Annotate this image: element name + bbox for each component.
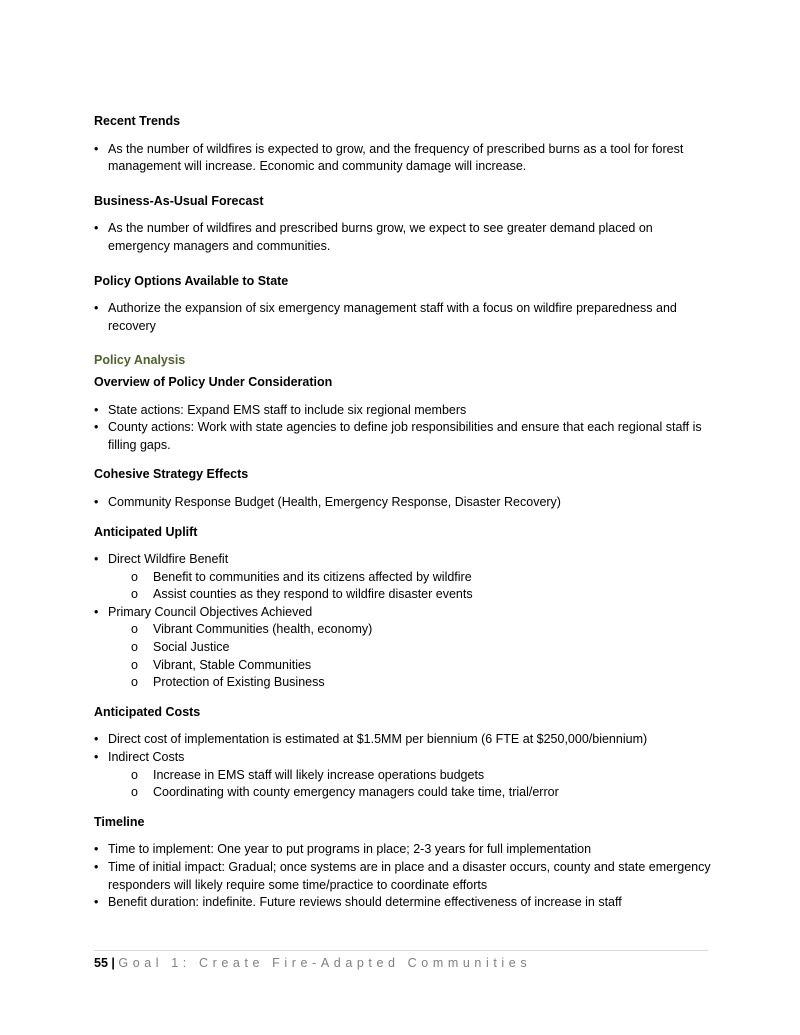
list-item-text: Indirect Costs	[108, 750, 185, 765]
page-body	[94, 113, 714, 912]
list-item: • As the number of wildfires and prescribed burns grow, we expect to see greater demand placed on emergency managers and communities.	[94, 220, 714, 255]
list-item: • Benefit duration: indefinite. Future reviews should determine effectiveness of increase in staff	[94, 894, 714, 912]
sub-list	[108, 621, 714, 691]
list-item: • Authorize the expansion of six emergency management staff with a focus on wildfire preparedness and recovery	[94, 300, 714, 335]
list-item-text: Primary Council Objectives Achieved	[108, 604, 313, 619]
footer-separator: |	[111, 956, 115, 970]
timeline-list	[94, 841, 714, 911]
sub-list-item: o Assist counties as they respond to wildfire disaster events	[108, 586, 714, 604]
list-item: • As the number of wildfires is expected to grow, and the frequency of prescribed burns as a tool for forest management will increase. Economic and community damage will increase.	[94, 141, 714, 176]
footer-goal-title: Goal 1: Create Fire-Adapted Communities	[118, 956, 532, 970]
list-item-text: Direct Wildfire Benefit	[108, 552, 229, 567]
sub-list-item: o Vibrant Communities (health, economy)	[108, 621, 714, 639]
list-item: • Direct cost of implementation is estimated at $1.5MM per biennium (6 FTE at $250,000/biennium)	[94, 731, 714, 749]
overview-heading: Overview of Policy Under Consideration	[94, 374, 333, 389]
recent-trends-list	[94, 141, 714, 176]
list-item: • State actions: Expand EMS staff to include six regional members	[94, 402, 714, 420]
policy-analysis-heading: Policy Analysis	[94, 353, 186, 368]
costs-heading: Anticipated Costs	[94, 704, 201, 719]
timeline-heading: Timeline	[94, 814, 145, 829]
page-footer	[94, 950, 708, 972]
sub-list	[108, 767, 714, 802]
bau-forecast-list	[94, 220, 714, 255]
page-number: 55	[94, 956, 108, 970]
list-item	[94, 551, 714, 604]
sub-list-item: o Increase in EMS staff will likely increase operations budgets	[108, 767, 714, 785]
sub-list	[108, 569, 714, 604]
list-item: • Time to implement: One year to put programs in place; 2-3 years for full implementation	[94, 841, 714, 859]
sub-list-item: o Coordinating with county emergency managers could take time, trial/error	[108, 784, 714, 802]
cohesive-heading: Cohesive Strategy Effects	[94, 467, 249, 482]
costs-list	[94, 731, 714, 801]
list-item: • Time of initial impact: Gradual; once systems are in place and a disaster occurs, county and state emergency responders will likely require some time/practice to coordinate efforts	[94, 859, 714, 894]
list-item: • Community Response Budget (Health, Emergency Response, Disaster Recovery)	[94, 494, 714, 512]
bau-forecast-heading: Business-As-Usual Forecast	[94, 193, 264, 208]
policy-options-heading: Policy Options Available to State	[94, 273, 289, 288]
sub-list-item: o Benefit to communities and its citizens affected by wildfire	[108, 569, 714, 587]
list-item	[94, 749, 714, 802]
overview-list	[94, 402, 714, 455]
recent-trends-heading: Recent Trends	[94, 114, 181, 128]
sub-list-item: o Social Justice	[108, 639, 714, 657]
cohesive-list	[94, 494, 714, 512]
list-item: • County actions: Work with state agencies to define job responsibilities and ensure that each regional staff is filling gaps.	[94, 419, 714, 454]
uplift-list	[94, 551, 714, 692]
policy-options-list	[94, 300, 714, 335]
sub-list-item: o Protection of Existing Business	[108, 674, 714, 692]
list-item	[94, 604, 714, 692]
sub-list-item: o Vibrant, Stable Communities	[108, 657, 714, 675]
uplift-heading: Anticipated Uplift	[94, 524, 198, 539]
